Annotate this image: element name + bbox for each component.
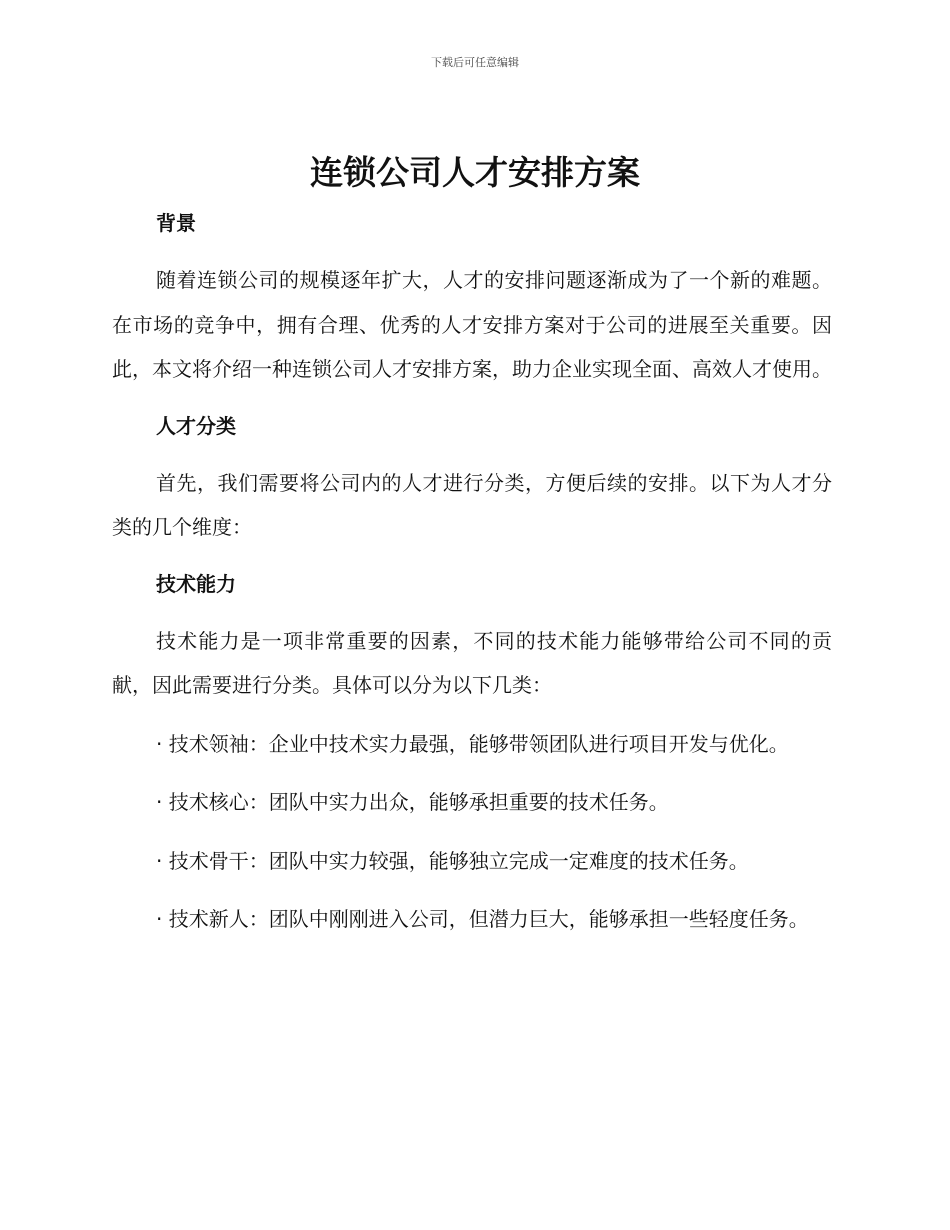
section-heading-background: 背景: [156, 211, 196, 235]
paragraph-background: 随着连锁公司的规模逐年扩大，人才的安排问题逐渐成为了一个新的难题。在市场的竞争中，拥有合理、优秀的人才安排方案对于公司的进展至关重要。因此，本文将介绍一种连锁公司人才安排方案，助力企业实现全面、高效人才使用。: [112, 268, 832, 381]
list-item-tech-newcomer: · 技术新人：团队中刚刚进入公司，但潜力巨大，能够承担一些轻度任务。: [156, 907, 809, 931]
document-body: [112, 201, 832, 942]
section-heading-talent-classification: 人才分类: [156, 413, 236, 438]
section-heading-technical-ability: 技术能力: [156, 571, 236, 596]
list-item-tech-backbone: · 技术骨干：团队中实力较强，能够独立完成一定难度的技术任务。: [156, 848, 749, 873]
document-title: 连锁公司人才安排方案: [310, 153, 640, 192]
list-item-tech-core: · 技术核心：团队中实力出众，能够承担重要的技术任务。: [156, 790, 669, 814]
list-item-tech-leader: · 技术领袖：企业中技术实力最强，能够带领团队进行项目开发与优化。: [156, 731, 789, 756]
paragraph-technical-ability-intro: 技术能力是一项非常重要的因素，不同的技术能力能够带给公司不同的贡献，因此需要进行分类。具体可以分为以下几类：: [112, 628, 832, 697]
page-header-note: 下载后可任意编辑: [431, 56, 519, 69]
paragraph-talent-classification: 首先，我们需要将公司内的人才进行分类，方便后续的安排。以下为人才分类的几个维度：: [112, 470, 832, 539]
